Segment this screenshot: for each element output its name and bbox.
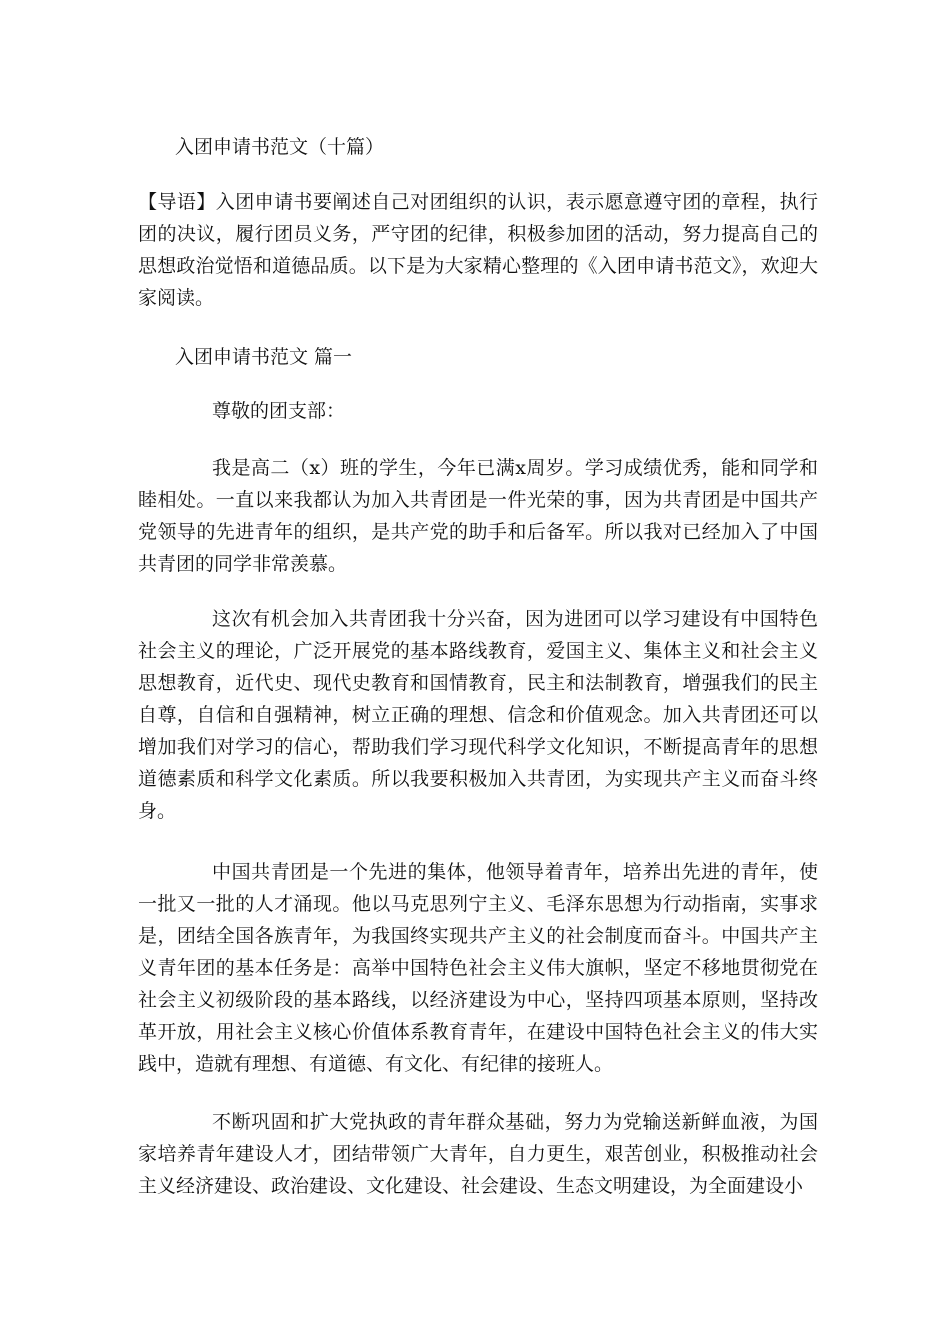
- body-paragraph-2: 这次有机会加入共青团我十分兴奋，因为进团可以学习建设有中国特色社会主义的理论，广泛开展党的基本路线教育，爱国主义、集体主义和社会主义思想教育，近代史、现代史教育和国情教育，民主和法制教育，增强我们的民主自尊，自信和自强精神，树立正确的理想、信念和价值观念。加入共青团还可以增加我们对学习的信心，帮助我们学习现代科学文化知识，不断提高青年的思想道德素质和科学文化素质。所以我要积极加入共青团，为实现共产主义而奋斗终身。: [138, 608, 818, 822]
- section-heading: 入团申请书范文 篇一: [175, 346, 353, 368]
- salutation: 尊敬的团支部：: [212, 400, 346, 422]
- document-title: 入团申请书范文（十篇）: [175, 136, 385, 158]
- body-paragraph-1: 我是高二（x）班的学生，今年已满x周岁。学习成绩优秀，能和同学和睦相处。一直以来我都认为加入共青团是一件光荣的事，因为共青团是中国共产党领导的先进青年的组织，是共产党的助手和后备军。所以我对已经加入了中国共青团的同学非常羡慕。: [138, 457, 818, 575]
- body-paragraph-4: 不断巩固和扩大党执政的青年群众基础，努力为党输送新鲜血液，为国家培养青年建设人才，团结带领广大青年，自力更生，艰苦创业，积极推动社会主义经济建设、政治建设、文化建设、社会建设、生态文明建设，为全面建设小: [138, 1111, 818, 1197]
- intro-paragraph: 【导语】入团申请书要阐述自己对团组织的认识，表示愿意遵守团的章程，执行团的决议，履行团员义务，严守团的纪律，积极参加团的活动，努力提高自己的思想政治觉悟和道德品质。以下是为大家精心整理的《入团申请书范文》，欢迎大家阅读。: [138, 191, 818, 309]
- body-paragraph-3: 中国共青团是一个先进的集体，他领导着青年，培养出先进的青年，使一批又一批的人才涌现。他以马克思列宁主义、毛泽东思想为行动指南，实事求是，团结全国各族青年，为我国终实现共产主义的社会制度而奋斗。中国共产主义青年团的基本任务是：高举中国特色社会主义伟大旗帜，坚定不移地贯彻党在社会主义初级阶段的基本路线，以经济建设为中心，坚持四项基本原则，坚持改革开放，用社会主义核心价值体系教育青年，在建设中国特色社会主义的伟大实践中，造就有理想、有道德、有文化、有纪律的接班人。: [138, 861, 818, 1075]
